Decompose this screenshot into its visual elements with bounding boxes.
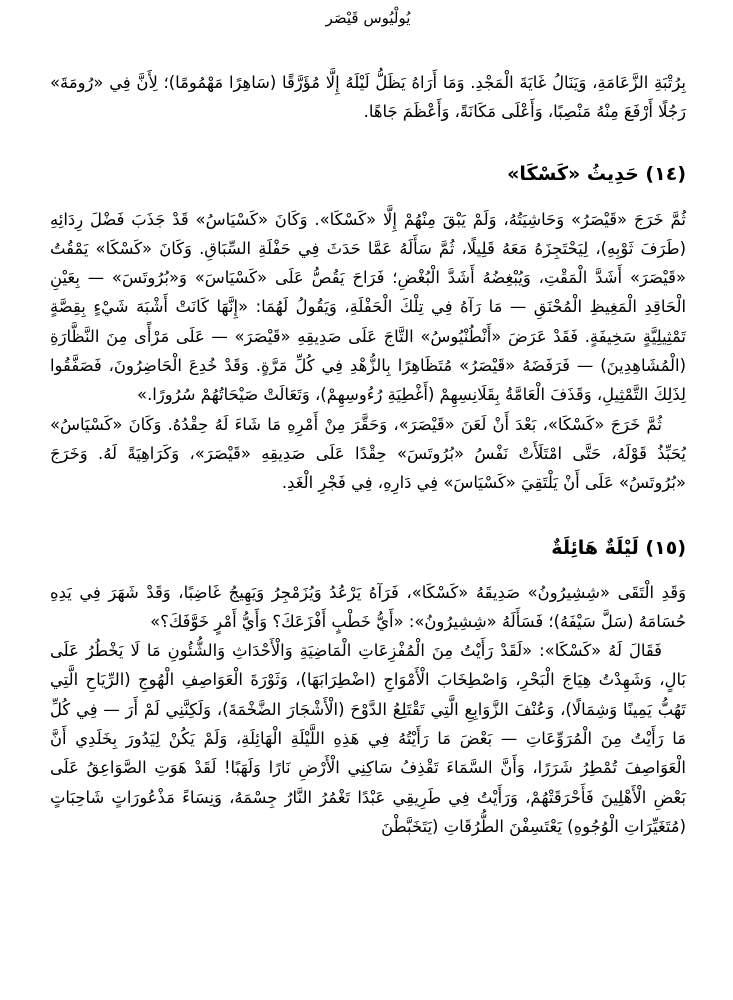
running-header: يُولْيُوس قَيْصَر bbox=[325, 9, 411, 27]
chapter-15-paragraph-1: وَقَدِ الْتَقَى «شِشِيرُونُ» صَدِيقَهُ «كَسْكَا»، فَرَآهُ يَرْعُدُ وَيُزَمْجِرُ وَيَهِيجُ غَاضِبًا، وَقَدْ شَهَرَ فِي يَدِهِ حُسَامَهُ (سَلَّ سَيْفَهُ)؛ فَسَأَلَهُ «شِشِيرُونُ»: «أَيُّ خَطْبٍ أَفْزَعَكَ؟ وَأَيُّ أَمْرٍ خَوَّفَكَ؟» bbox=[50, 582, 686, 631]
chapter-14-paragraph-1: ثُمَّ خَرَجَ «قَيْصَرُ» وَحَاشِيَتُهُ، وَلَمْ يَبْقَ مِنْهُمْ إِلَّا «كَسْكَا». وَكَانَ «كَسْيَاسُ» قَدْ جَذَبَ فَضْلَ رِدَائِهِ (طَرَفَ ثَوْبِهِ)، لِيَحْتَجِزَهُ مَعَهُ قَلِيلًا، ثُمَّ سَأَلَهُ عَمَّا حَدَثَ فِي حَفْلَةِ السِّبَاقِ. وَكَانَ «كَسْكَا» يَمْقُتُ «قَيْصَرَ» أَشَدَّ الْمَقْتِ، وَيُبْغِضُهُ أَشَدَّ الْبُغْضِ؛ فَرَاحَ يَقُصُّ عَلَى «كَسْيَاسَ» وَ«بُرُوتَسَ» — بِعَيْنِ الْحَاقِدِ الْمَغِيظِ الْمُحْنَقِ — مَا رَآهُ فِي تِلْكَ الْحَفْلَةِ، وَيَقُولُ لَهُمَا: «إِنَّهَا كَانَتْ أَشْبَهَ شَيْءٍ بِقِصَّةٍ تَمْثِيلِيَّةٍ سَخِيفَةٍ. فَقَدْ عَرَضَ «أَنْطُنْيُوسُ» التَّاجَ عَلَى صَدِيقِهِ «قَيْصَرَ» — عَلَى مَرْأًى مِنَ النَّظَّارَةِ (الْمُشَاهِدِينَ) — فَرَفَضَهُ «قَيْصَرُ» مُتَظَاهِرًا بِالزُّهْدِ فِي كُلِّ مَرَّةٍ. وَقَدْ خُدِعَ الْحَاضِرُونَ، فَصَفَّقُوا لِذَلِكَ التَّمْثِيلِ، وَقَذَفَ الْعَامَّةُ بِقَلَانِسِهِمْ (أَغْطِيَةِ رُءُوسِهِمْ)، وَتَعَالَتْ صَيْحَاتُهُمْ سُرُورًا.» bbox=[50, 209, 686, 405]
body-text bbox=[50, 68, 686, 841]
chapter-heading-15: (١٥) لَيْلَةٌ هَائِلَةٌ bbox=[551, 536, 686, 559]
chapter-heading-14: (١٤) حَدِيثُ «كَسْكَا» bbox=[507, 162, 686, 185]
chapter-15-paragraph-2: فَقَالَ لَهُ «كَسْكَا»: «لَقَدْ رَأَيْتُ مِنَ الْمُفْزِعَاتِ الْمَاضِيَةِ وَالْأَحْدَاثِ وَالشُّئُونِ مَا لَا يَخْطُرُ عَلَى بَالٍ، وَشَهِدْتُ هِيَاجَ الْبَحْرِ، وَاصْطِخَابَ الْأَمْوَاجِ (اضْطِرَابَهَا)، وَثَوْرَةَ الْعَوَاصِفِ الْهُوجِ (الرِّيَاحِ الَّتِي تَهُبُّ يَمِينًا وَشِمَالًا)، وَعُنْفَ الزَّوَابِعِ الَّتِي تَقْتَلِعُ الدَّوْحَ (الْأَشْجَارَ الضَّخْمَةَ)، وَلَكِنَّنِي لَمْ أَرَ — فِي كُلِّ مَا رَأَيْتُ مِنَ الْمُرَوِّعَاتِ — بَعْضَ مَا رَأَيْتُهُ فِي هَذِهِ اللَّيْلَةِ الْهَائِلَةِ، وَلَمْ يَكُنْ لِيَدُورَ بِخَلَدِي أَنَّ الْعَوَاصِفَ تُمْطِرُ شَرَرًا، وَأَنَّ السَّمَاءَ تَقْذِفُ سَاكِنِي الْأَرْضِ نَارًا وَلَهَبًا! لَقَدْ هَوَتِ الصَّوَاعِقُ عَلَى بَعْضِ الْأَهْلِينَ فَأَحْرَقَتْهُمْ، وَرَأَيْتُ فِي طَرِيقِي عَبْدًا تَغْمُرُ النَّارُ جِسْمَهُ، وَنِسَاءً مَذْعُورَاتٍ شَاحِبَاتٍ (مُتَغَيِّرَاتِ الْوُجُوهِ) يَعْتَسِفْنَ الطُّرُقَاتِ (يَتَخَبَّطْنَ bbox=[50, 641, 686, 836]
continued-paragraph: بِرُتْبَةِ الزَّعَامَةِ، وَيَنَالُ غَايَةَ الْمَجْدِ. وَمَا أَرَاهُ يَظَلُّ لَيْلَهُ إِلَّا مُؤَرَّقًا (سَاهِرًا مَهْمُومًا)؛ لِأَنَّ فِي «رُومَةَ» رَجُلًا أَرْفَعَ مِنْهُ مَنْصِبًا، وَأَعْلَى مَكَانَةً، وَأَعْظَمَ جَاهًا. bbox=[50, 73, 686, 122]
chapter-14-paragraph-2: ثُمَّ خَرَجَ «كَسْكَا»، بَعْدَ أَنْ لَعَنَ «قَيْصَرَ»، وَحَقَّرَ مِنْ أَمْرِهِ مَا شَاءَ لَهُ حِقْدُهُ. وَكَانَ «كَسْيَاسُ» يُحَبِّذُ قَوْلَهُ، حَتَّى امْتَلَأَتْ نَفْسُ «بُرُوتَسَ» حِقْدًا عَلَى صَدِيقِهِ «قَيْصَرَ»، وَكَرَاهِيَةً لَهُ. وَخَرَجَ «بُرُوتَسُ» عَلَى أَنْ يَلْتَقِيَ «كَسْيَاسَ» فِي دَارِهِ، فِي فَجْرِ الْغَدِ. bbox=[50, 414, 686, 493]
